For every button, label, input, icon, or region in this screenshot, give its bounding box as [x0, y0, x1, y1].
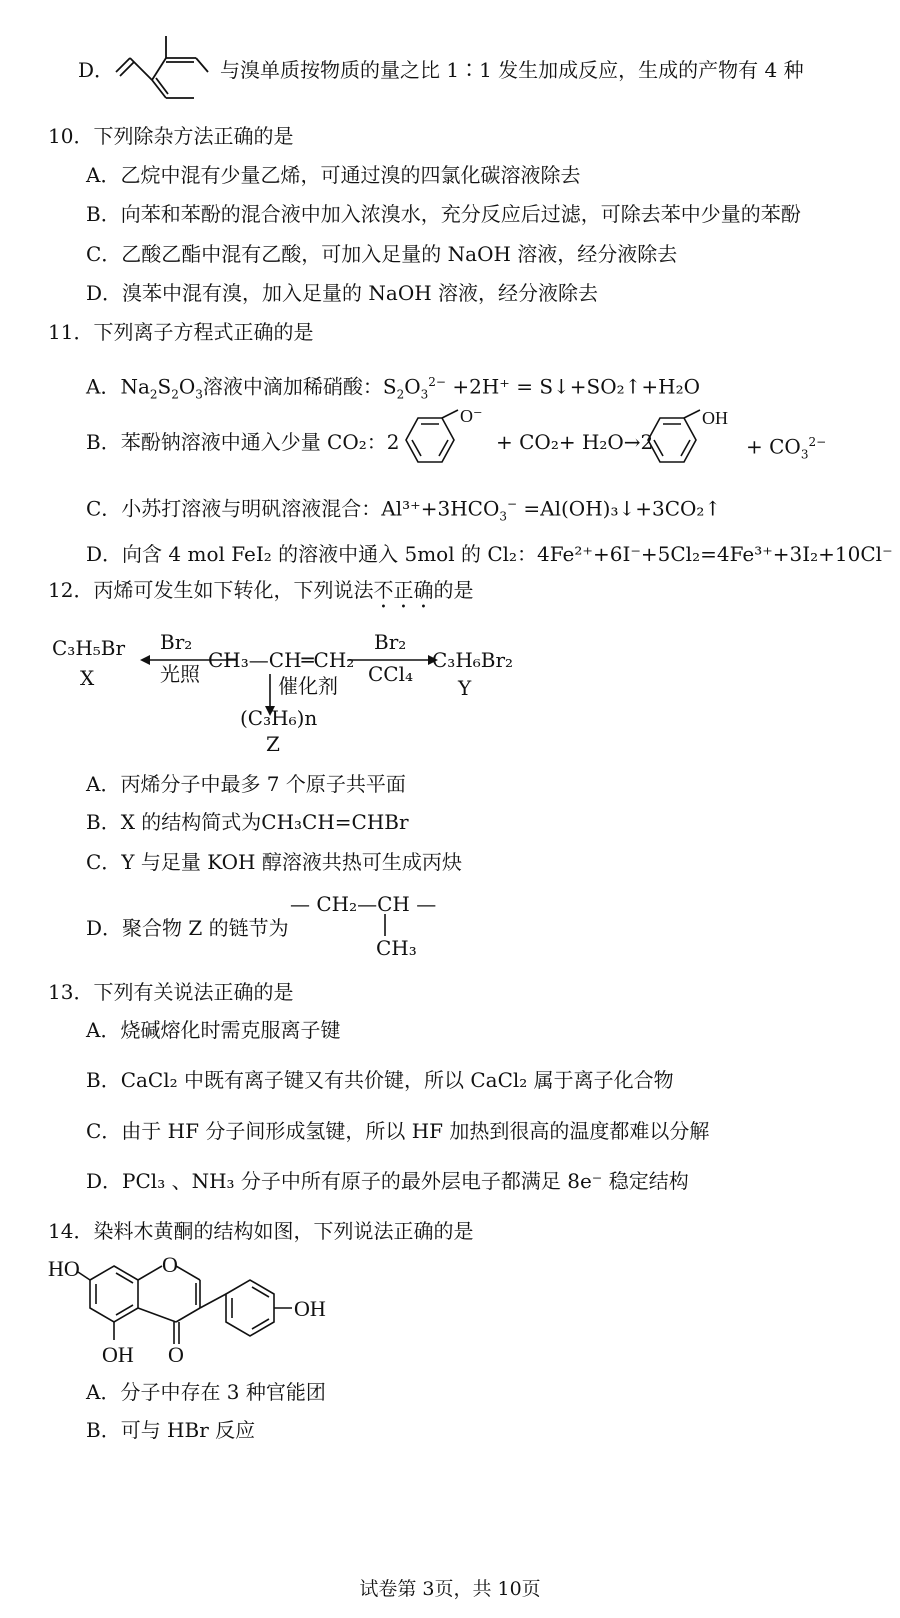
q12-option-b: B．X 的结构简式为CH₃CH=CHBr — [86, 810, 409, 834]
y-label: Y — [458, 676, 472, 700]
y-formula: C₃H₆Br₂ — [432, 648, 514, 672]
q11-a-equation: +2H⁺ = S↓+SO₂↑+H₂O — [452, 374, 701, 399]
page-footer: 试卷第 3页，共 10页 — [359, 1578, 541, 1600]
down-condition: 催化剂 — [278, 674, 338, 698]
q12-option-a: A．丙烯分子中最多 7 个原子共平面 — [86, 772, 406, 796]
q13-option-a: A．烧碱熔化时需克服离子键 — [86, 1018, 341, 1042]
q12-stem — [48, 576, 473, 613]
q14-option-b: B．可与 HBr 反应 — [86, 1418, 256, 1442]
q13-option-c: C．由于 HF 分子间形成氢键，所以 HF 加热到很高的温度都难以分解 — [86, 1119, 710, 1143]
q10-option-b: B．向苯和苯酚的混合液中加入浓溴水，充分反应后过滤，可除去苯中少量的苯酚 — [86, 202, 801, 226]
q10-option-a: A．乙烷中混有少量乙烯，可通过溴的四氯化碳溶液除去 — [86, 163, 581, 187]
q11-option-c: C．小苏打溶液与明矾溶液混合：$Al^{3+}+3HCO_3^-$ =Al(OH)₃↓+3CO₂↑ — [86, 496, 722, 524]
q14-option-a: A．分子中存在 3 种官能团 — [86, 1380, 326, 1404]
q10-option-c: C．乙酸乙酯中混有乙酸，可加入足量的 NaOH 溶液，经分液除去 — [86, 242, 678, 266]
q11-a-prefix: A．Na — [86, 374, 150, 399]
q12-stem-a: 12．丙烯可发生如下转化，下列说法 — [48, 578, 374, 602]
q11-option-b-middle: + CO₂+ H₂O→2 — [496, 430, 654, 454]
z-label: Z — [266, 732, 280, 756]
x-formula: C₃H₅Br — [52, 636, 126, 660]
phenol-oh-label: OH — [702, 408, 728, 428]
q11-a-text: 溶液中滴加稀硝酸： — [202, 374, 383, 399]
phenol-ring-structure — [638, 408, 738, 472]
repeat-unit-bottom: CH₃ — [376, 936, 417, 960]
q13-option-b: B．CaCl₂ 中既有离子键又有共价键，所以 CaCl₂ 属于离子化合物 — [86, 1068, 674, 1092]
q11-option-b-end: + $CO_3^{2-}$ — [746, 434, 827, 462]
q11-c-end: =Al(OH)₃↓+3CO₂↑ — [523, 496, 722, 521]
oh-bottom-label: OH — [102, 1342, 134, 1367]
q11-stem: 11．下列离子方程式正确的是 — [48, 320, 314, 344]
right-reagent: Br₂ — [374, 630, 407, 654]
q9-diene-structure — [112, 28, 212, 108]
propene-reaction-scheme — [48, 624, 608, 754]
x-label: X — [80, 666, 95, 690]
q11-option-a: A．$Na_2S_2O_3$溶液中滴加稀硝酸：$S_2O_3^{2-} +2H^+$ = S↓+SO₂↑+H₂O — [86, 374, 701, 402]
q12-stem-emph: 不正确 — [373, 578, 434, 602]
q12-stem-c: 的是 — [433, 578, 474, 602]
right-condition: CCl₄ — [368, 662, 414, 686]
q10-option-d: D．溴苯中混有溴，加入足量的 NaOH 溶液，经分液除去 — [86, 281, 599, 305]
q9-option-d-text: 与溴单质按物质的量之比 1∶1 发生加成反应，生成的产物有 4 种 — [220, 58, 804, 82]
phenoxide-o-label: O⁻ — [460, 408, 483, 426]
q10-stem: 10．下列除杂方法正确的是 — [48, 124, 294, 148]
q11-option-d: D．向含 4 mol FeI₂ 的溶液中通入 5mol 的 Cl₂：4Fe²⁺+6I⁻+5Cl₂=4Fe³⁺+3I₂+10Cl⁻ — [86, 542, 893, 566]
q12-option-c: C．Y 与足量 KOH 醇溶液共热可生成丙炔 — [86, 850, 462, 874]
keto-oxygen-label: O — [168, 1342, 184, 1367]
left-condition: 光照 — [160, 662, 200, 686]
q11-c-text: C．小苏打溶液与明矾溶液混合：Al³⁺+3HCO — [86, 496, 500, 521]
genistein-structure — [48, 1252, 348, 1370]
z-formula: (C₃H₆)n — [240, 706, 318, 730]
q13-stem: 13．下列有关说法正确的是 — [48, 980, 294, 1004]
left-reagent: Br₂ — [160, 630, 193, 654]
ho-left-label: HO — [48, 1256, 80, 1281]
propene-center: CH₃—CH═CH₂ — [208, 648, 355, 672]
repeat-unit-top: — CH₂—CH — — [290, 892, 437, 916]
q13-option-d: D．PCl₃ 、NH₃ 分子中所有原子的最外层电子都满足 8e⁻ 稳定结构 — [86, 1169, 689, 1193]
q9-option-d-label: D． — [78, 58, 115, 82]
oh-right-label: OH — [294, 1296, 326, 1321]
q12-option-d: D．聚合物 Z 的链节为 — [86, 916, 289, 940]
q11-option-b-prefix: B．苯酚钠溶液中通入少量 CO₂：2 — [86, 430, 400, 454]
phenoxide-ring-structure — [396, 408, 488, 472]
q14-stem: 14．染料木黄酮的结构如图，下列说法正确的是 — [48, 1219, 474, 1243]
repeat-unit-bond — [382, 914, 388, 936]
q11-b-co3: + CO — [746, 434, 801, 459]
ring-oxygen-label: O — [162, 1252, 178, 1277]
